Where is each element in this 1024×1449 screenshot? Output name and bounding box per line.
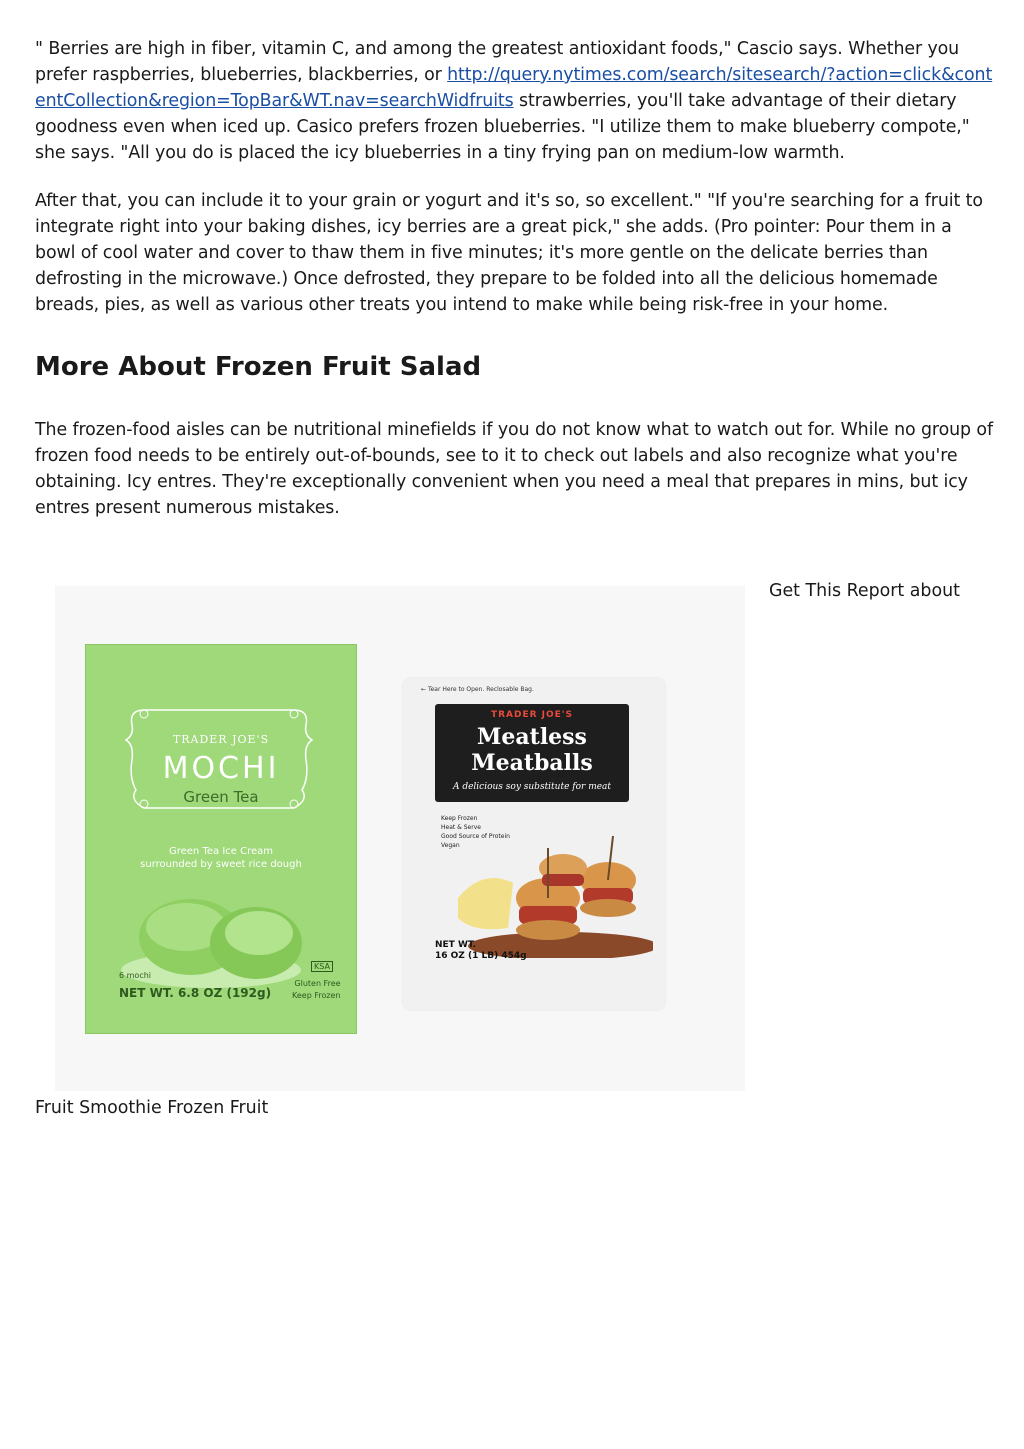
bag-brand: TRADER JOE'S: [490, 710, 574, 720]
mochi-claim-keep-frozen: Keep Frozen: [292, 991, 341, 1000]
paragraph-2: After that, you can include it to your grain or yogurt and it's so, so excellent." "If you're searching for a fruit to integrate right into your baking dishes, icy berries are a great pick," she adds. (Pro pointer: Pour them in a bowl of cool water and cover to thaw them in five minutes; it's more gentle on the delicate berries than defrosting in the microwave.) Once defrosted, they prepare to be folded into all the delicious homemade breads, pies, as well as various other treats you intend to make while being risk-free in your home.: [35, 191, 983, 315]
bag-tear-note-text: Tear Here to Open. Reclosable Bag.: [427, 686, 534, 693]
bag-tagline: A delicious soy substitute for meat: [452, 782, 612, 792]
mochi-count: 6 mochi: [119, 971, 152, 980]
bag-fact-2: Heat & Serve: [441, 824, 481, 831]
kosher-badge: KSA: [311, 961, 333, 972]
bag-title-line-2: Meatballs: [471, 750, 593, 776]
bag-fact-3: Good Source of Protein: [441, 833, 510, 840]
bag-net-weight: [435, 940, 527, 962]
mochi-title: MOCHI: [162, 751, 280, 786]
mochi-brand: TRADER JOE'S: [172, 733, 270, 746]
paragraph-3: The frozen-food aisles can be nutritional minefields if you do not know what to watch out for. While no group of frozen food needs to be entirely out-of-bounds, see to it to check out labels and also recognize what you're obtaining. Icy entres. They're exceptionally convenient when you need a meal that prepares in mins, but icy entres present numerous mistakes.: [35, 420, 993, 518]
sliders-photo-icon: [453, 828, 653, 958]
bag-label: [435, 704, 629, 802]
bag-net-line-2: 16 OZ (1 LB) 454g: [435, 951, 527, 961]
paragraph-1: [35, 36, 995, 166]
bag-fact-1: Keep Frozen: [441, 815, 478, 822]
nytimes-search-link[interactable]: http://query.nytimes.com/search/sitesearch/?action=click&contentCollection&region=TopBar&WT.nav=searchWidfruits: [35, 65, 993, 111]
paragraph-1-text-continued: strawberries, you'll take advantage of their dietary goodness even when iced up. Casico prefers frozen blueberries. "I utilize them to make blueberry compote," she says. "All you do is placed the icy blueberries in a tiny frying pan on medium-low warmth.: [35, 91, 970, 163]
article-body: [35, 36, 995, 521]
bag-net-line-1: NET WT.: [435, 940, 477, 950]
mochi-claims: [292, 978, 341, 1002]
mochi-description: [86, 845, 356, 871]
mochi-net-weight: NET WT. 6.8 OZ (192g): [119, 986, 272, 1000]
mochi-flavor: Green Tea: [183, 788, 259, 806]
image-caption: Fruit Smoothie Frozen Fruit: [35, 1098, 269, 1118]
bag-title: [435, 724, 629, 776]
paragraph-1-text: " Berries are high in fiber, vitamin C, and among the greatest antioxidant foods," Cascio says. Whether you prefer raspberries, blueberries, blackberries, or: [35, 39, 960, 85]
bag-tear-note: ← Tear Here to Open. Reclosable Bag.: [421, 686, 534, 693]
get-report-text: Get This Report about: [769, 581, 960, 601]
mochi-claim-gluten-free: Gluten Free: [294, 979, 341, 988]
mochi-description-line-1: Green Tea Ice Cream: [168, 846, 273, 857]
bag-fact-4: Vegan: [441, 842, 460, 849]
mochi-description-line-2: surrounded by sweet rice dough: [140, 859, 302, 870]
meatballs-bag: [403, 678, 665, 1010]
bag-title-line-1: Meatless: [477, 724, 587, 750]
product-image: [55, 586, 745, 1091]
section-heading: More About Frozen Fruit Salad: [35, 352, 482, 382]
mochi-box: [85, 644, 357, 1034]
